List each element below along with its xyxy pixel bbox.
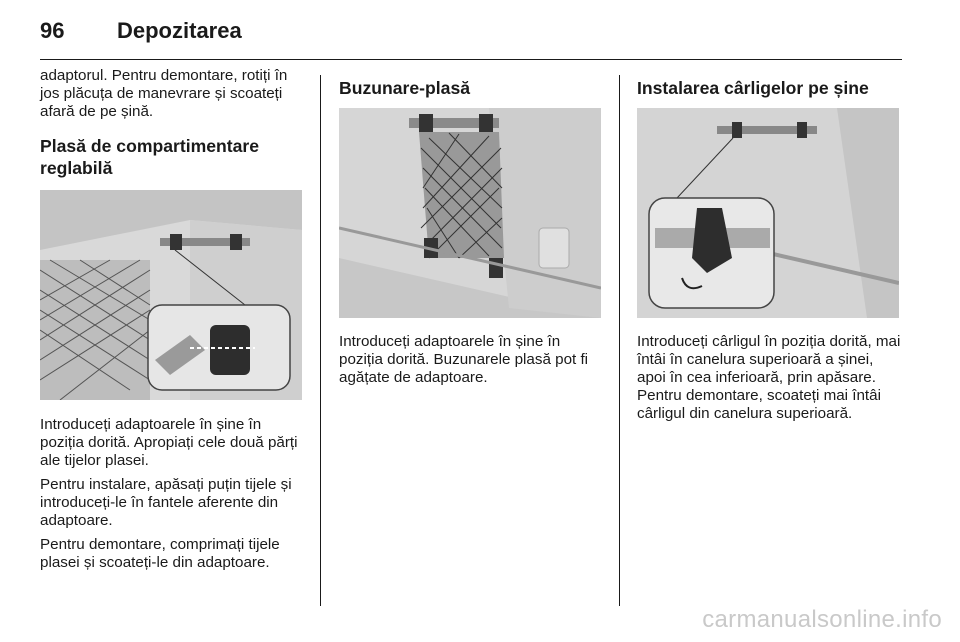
paragraph-net-2: Pentru instalare, apăsați puțin tijele și introduceți-le în fantele aferente din adaptoare. xyxy=(40,476,292,529)
intro-paragraph: adaptorul. Pentru demontare, rotiți în jos plăcuța de manevrare și scoateți afară de pe șină. xyxy=(40,67,288,120)
figure-net-pockets xyxy=(339,108,601,318)
paragraph-hooks: Introduceți cârligul în poziția dorită, mai întâi în canelura superioară a șinei, apoi în cea inferioară, prin apăsare. Pentru demontare, scoateți mai întâi cârligul din canelura superioară. xyxy=(637,333,901,422)
section-heading-net-pockets: Buzunare-plasă xyxy=(339,78,471,98)
section-heading-hooks: Instalarea cârligelor pe șine xyxy=(637,78,869,98)
header-rule xyxy=(40,59,902,60)
figure-hooks xyxy=(637,108,899,318)
figure-adjustable-net xyxy=(40,190,302,400)
column-1 xyxy=(40,67,304,578)
column-divider-2 xyxy=(619,75,620,606)
paragraph-net-1: Introduceți adaptoarele în șine în poziția dorită. Apropiați cele două părți ale tijelor plasei. xyxy=(40,416,298,469)
column-divider-1 xyxy=(320,75,321,606)
watermark: carmanualsonline.info xyxy=(702,606,942,633)
paragraph-pockets: Introduceți adaptoarele în șine în poziția dorită. Buzunarele plasă pot fi agățate de adaptoare. xyxy=(339,333,589,386)
column-2 xyxy=(339,67,603,393)
page-number: 96 xyxy=(40,18,65,43)
page-title: Depozitarea xyxy=(117,18,242,43)
column-3 xyxy=(637,67,901,429)
section-heading-adjustable-net: Plasă de compartimentare reglabilă xyxy=(40,136,260,178)
paragraph-net-3: Pentru demontare, comprimați tijele plasei și scoateți-le din adaptoare. xyxy=(40,536,280,571)
